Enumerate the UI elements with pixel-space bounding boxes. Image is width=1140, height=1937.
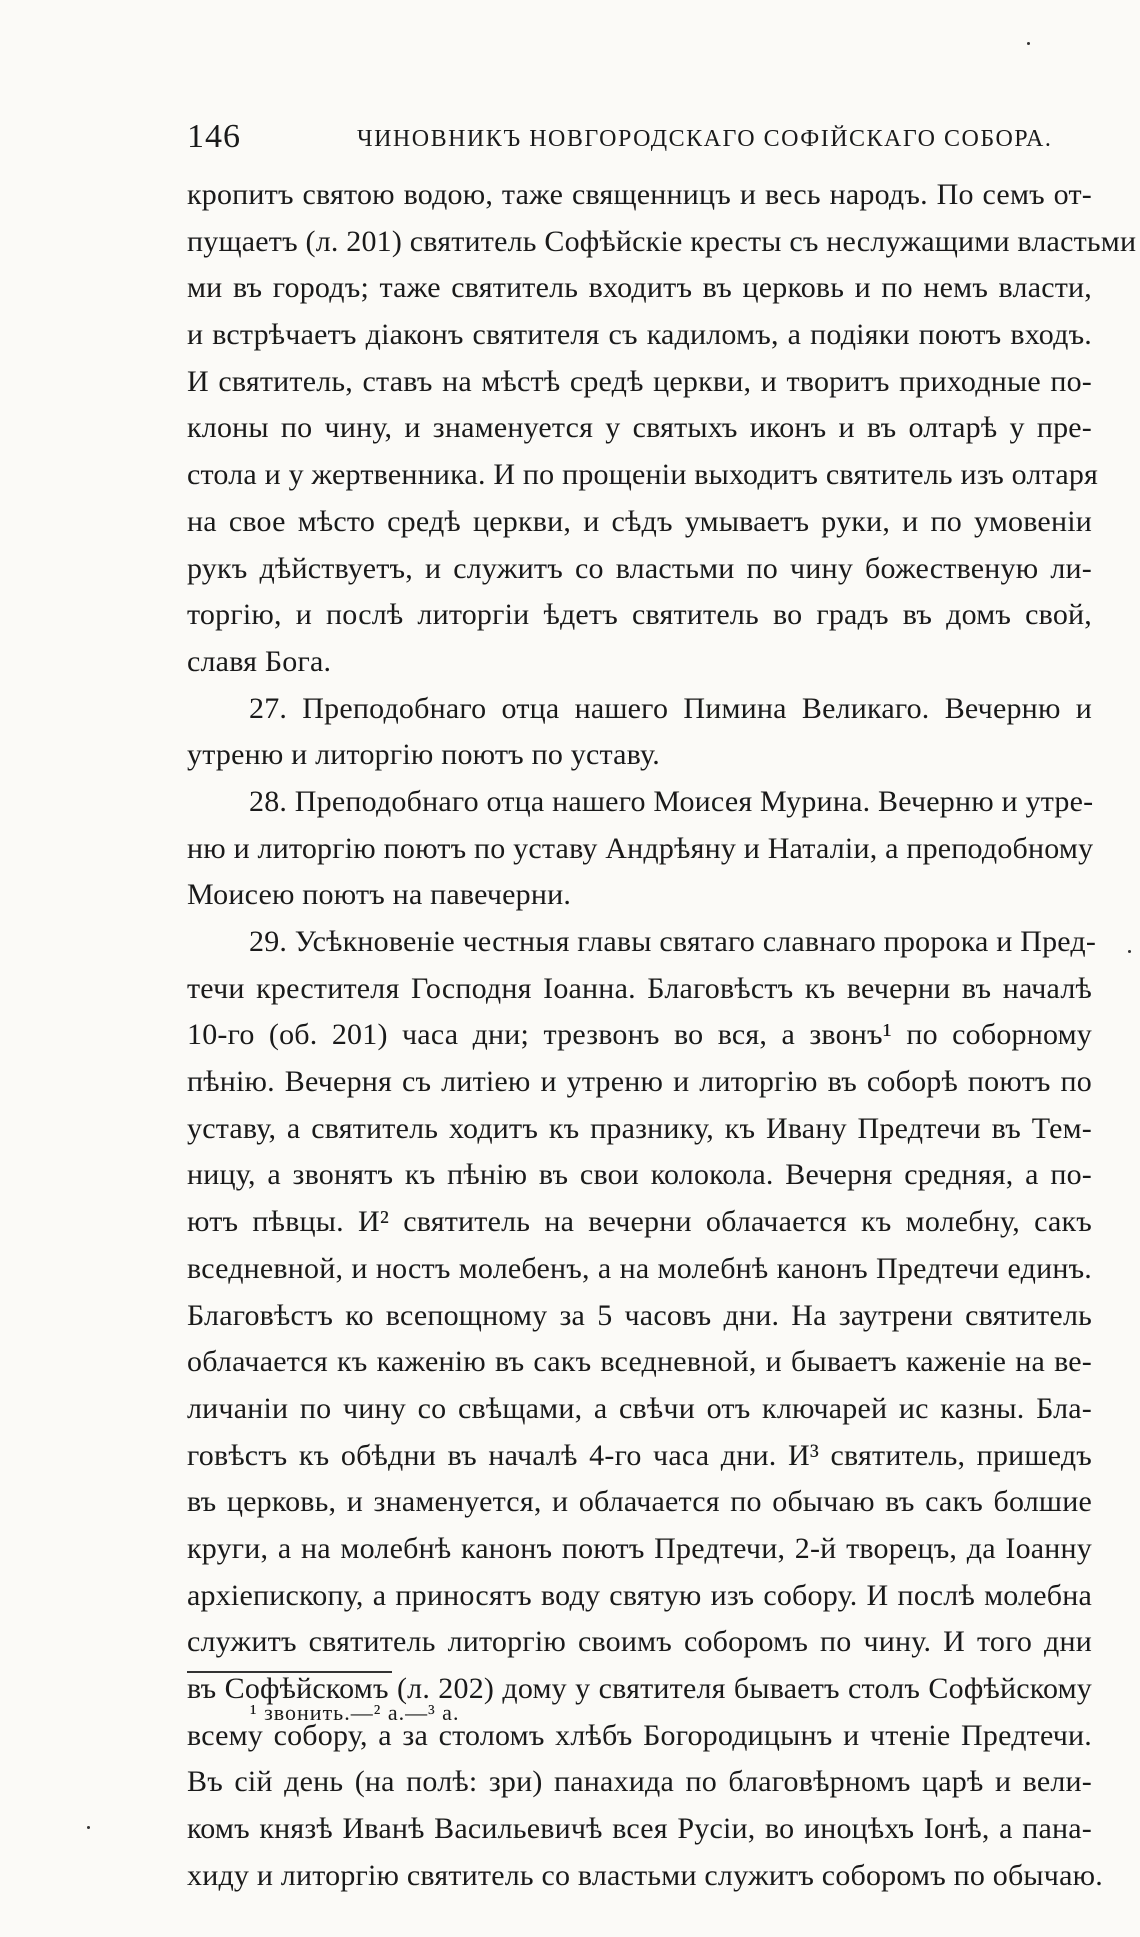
running-head: ЧИНОВНИКЪ НОВГОРОДСКАГО СОФІЙСКАГО СОБОРА. [357,126,1053,152]
text-line: пѣнію. Вечерня съ литіею и утреню и литоргію въ соборѣ поютъ по [187,1065,1092,1099]
footnotes: ¹ звонить.—² а.—³ а. [250,1700,460,1725]
text-line: ютъ пѣвцы. И² святитель на вечерни облачается къ молебну, сакъ [187,1205,1092,1239]
text-line: вседневной, и ностъ молебенъ, а на молебнѣ канонъ Предтечи единъ. [187,1251,1092,1285]
text-line: ню и литоргію поютъ по уставу Андрѣяну и Наталіи, а преподобному [187,831,1094,865]
text-line: служитъ святитель литоргію своимъ соборомъ по чину. И того дни [187,1625,1092,1659]
text-line: въ церковь, и знаменуется, и облачается по обычаю въ сакъ болшие [187,1485,1092,1519]
text-line: ницу, а звонятъ къ пѣнію въ свои колокола. Вечерня средняя, а по- [187,1158,1092,1192]
text-line: ми въ городъ; таже святитель входитъ въ церковь и по немъ власти, [187,271,1092,305]
text-line: утреню и литоргію поютъ по уставу. [187,738,660,772]
text-line: облачается къ каженію въ сакъ вседневной, и бываетъ каженіе на ве- [187,1345,1092,1379]
speck-mark [87,1826,90,1829]
speck-mark [1128,950,1131,953]
speck-mark [1027,42,1030,45]
text-line: стола и у жертвенника. И по прощеніи выходитъ святитель изъ олтаря [187,458,1099,492]
text-line: 10-го (об. 201) часа дни; трезвонъ во вся, а звонъ¹ по соборному [187,1018,1092,1052]
text-line: личаніи по чину со свѣщами, а свѣчи отъ ключарей ис казны. Бла- [187,1391,1092,1425]
text-line: архіепископу, а приносятъ воду святую изъ собору. И послѣ молебна [187,1578,1092,1612]
text-line: говѣстъ къ обѣдни въ началѣ 4-го часа дни. И³ святитель, пришедъ [187,1438,1092,1472]
text-line: Въ сій день (на полѣ: зри) панахида по благовѣрномъ царѣ и вели- [187,1765,1092,1799]
text-line: торгію, и послѣ литоргіи ѣдетъ святитель во градъ въ домъ свой, [187,598,1092,632]
page-header [187,118,1092,158]
text-line: 27. Преподобнаго отца нашего Пимина Великаго. Вечерню и [249,691,1092,725]
text-line: всему собору, а за столомъ хлѣбъ Богородицынъ и чтеніе Предтечи. [187,1718,1092,1752]
text-line: кропитъ святою водою, таже священницъ и весь народъ. По семъ от- [187,178,1092,211]
text-line: хиду и литоргію святитель со властьми служитъ соборомъ по обычаю. [187,1858,1103,1892]
text-line: 28. Преподобнаго отца нашего Моисея Мурина. Вечерню и утре- [249,784,1094,818]
text-line: И святитель, ставъ на мѣстѣ средѣ церкви, и творитъ приходные по- [187,364,1092,398]
text-line: пущаетъ (л. 201) святитель Софѣйскіе кресты съ неслужащими властьми [187,224,1137,258]
text-line: уставу, а святитель ходитъ къ празнику, къ Ивану Предтечи въ Тем- [187,1111,1092,1145]
text-line: и встрѣчаетъ діаконъ святителя съ кадиломъ, а подіяки поютъ входъ. [187,318,1092,352]
text-line: течи крестителя Господня Іоанна. Благовѣстъ къ вечерни въ началѣ [187,971,1092,1005]
text-line: славя Бога. [187,644,332,678]
text-line: въ Софѣйскомъ (л. 202) дому у святителя бываетъ столъ Софѣйскому [187,1672,1092,1705]
text-line: круги, а на молебнѣ канонъ поютъ Предтечи, 2-й творецъ, да Іоанну [187,1531,1092,1565]
body-text [187,172,1137,1899]
text-line: на свое мѣсто средѣ церкви, и сѣдъ умываетъ руки, и по умовеніи [187,504,1092,538]
text-line: комъ князѣ Иванѣ Васильевичѣ всея Русіи, во иноцѣхъ Іонѣ, а пана- [187,1812,1092,1846]
page-number: 146 [187,118,241,155]
text-line: 29. Усѣкновеніе честныя главы святаго славнаго пророка и Пред- [249,925,1097,958]
text-line: клоны по чину, и знаменуется у святыхъ иконъ и въ олтарѣ у пре- [187,411,1092,445]
footnote-separator [187,1671,392,1673]
text-line: рукъ дѣйствуетъ, и служитъ со властьми по чину божественую ли- [187,551,1092,585]
text-line: Благовѣстъ ко всепощному за 5 часовъ дни. На заутрени святитель [187,1298,1092,1332]
text-line: Моисею поютъ на павечерни. [187,878,572,912]
